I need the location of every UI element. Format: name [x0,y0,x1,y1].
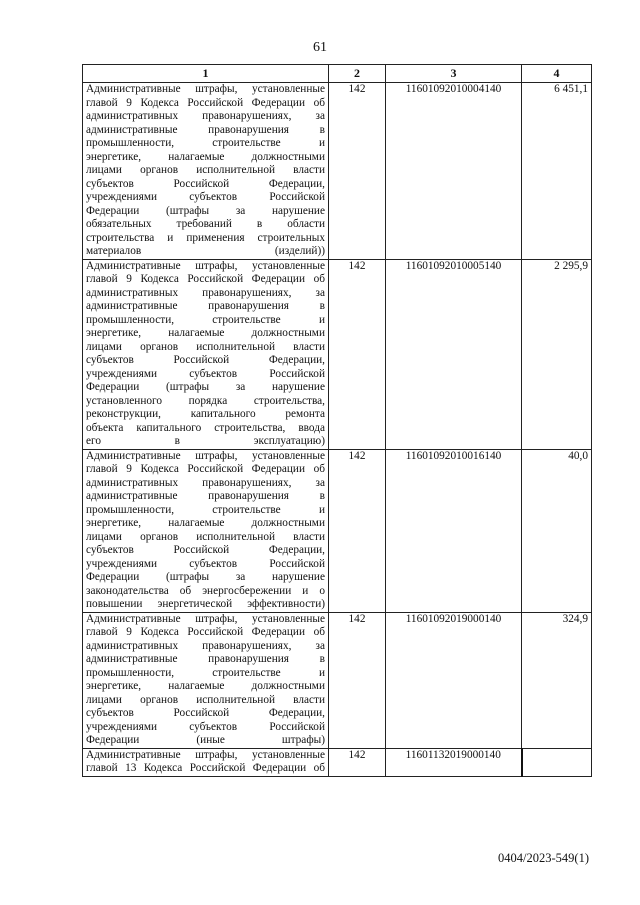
description-line: Федерации (штрафы за нарушение [86,381,325,393]
budget-classification-code-cell: 11601092010005140 [386,259,522,449]
description-line: повышении энергетической эффективности) [86,598,325,610]
description-line: строительства и применения строительных [86,231,325,244]
description-line: промышленности, строительстве и [86,313,325,326]
fine-description-cell [83,612,329,748]
budget-classification-code-cell: 11601132019000140 [386,748,522,776]
header-col-1: 1 [83,65,329,83]
description-line: обязательных требований в области [86,218,325,230]
description-line: главой 13 Кодекса Российской Федерации об [86,762,325,774]
description-line: учреждениями субъектов Российской [86,557,325,570]
header-col-2: 2 [329,65,386,83]
description-line: энергетике, налагаемые должностными [86,517,325,529]
description-line: административных правонарушениях, за [86,639,325,652]
fine-description-cell [83,748,329,776]
description-line: учреждениями субъектов Российской [86,191,325,203]
description-line: энергетике, налагаемые должностными [86,150,325,163]
fine-description-cell [83,259,329,449]
description-line: учреждениями субъектов Российской [86,367,325,380]
description-line: субъектов Российской Федерации, [86,707,325,719]
description-line: лицами органов исполнительной власти [86,530,325,543]
budget-classification-code-cell: 11601092010004140 [386,83,522,260]
description-line: лицами органов исполнительной власти [86,340,325,353]
table-header-row [83,65,592,83]
description-line: Федерации (иные штрафы) [86,734,325,746]
description-line: административные правонарушения в [86,653,325,665]
fine-description-cell [83,449,329,612]
description-line: административные правонарушения в [86,123,325,136]
description-line: административные правонарушения в [86,490,325,502]
table-row [83,83,592,260]
admin-code-cell: 142 [329,449,386,612]
description-line: административных правонарушениях, за [86,286,325,299]
description-line: субъектов Российской Федерации, [86,177,325,190]
page-number: 61 [313,40,327,55]
description-line: главой 9 Кодекса Российской Федерации об [86,626,325,638]
description-line: главой 9 Кодекса Российской Федерации об [86,96,325,109]
description-line: Административные штрафы, установленные [86,612,325,625]
description-line: Административные штрафы, установленные [86,748,325,761]
table-row [83,449,592,612]
fine-description-cell [83,83,329,260]
admin-code-cell: 142 [329,259,386,449]
budget-classification-code-cell: 11601092019000140 [386,612,522,748]
table-row [83,748,592,776]
description-line: энергетике, налагаемые должностными [86,327,325,339]
amount-cell: 6 451,1 [522,83,592,260]
description-line: Административные штрафы, установленные [86,449,325,462]
table-body [83,83,592,777]
admin-code-cell: 142 [329,748,386,776]
description-line: учреждениями субъектов Российской [86,720,325,733]
description-line: главой 9 Кодекса Российской Федерации об [86,463,325,475]
description-line: энергетике, налагаемые должностными [86,680,325,692]
description-line: административных правонарушениях, за [86,476,325,489]
table-row [83,259,592,449]
table-row [83,612,592,748]
amount-cell [522,748,592,776]
amount-cell: 2 295,9 [522,259,592,449]
description-line: лицами органов исполнительной власти [86,693,325,706]
description-line: промышленности, строительстве и [86,666,325,679]
description-line: Федерации (штрафы за нарушение [86,204,325,217]
document-footer-code: 0404/2023-549(1) [498,851,589,865]
description-line: установленного порядка строительства, [86,394,325,407]
description-line: Административные штрафы, установленные [86,259,325,272]
header-col-4: 4 [522,65,592,83]
budget-revenue-table [82,64,592,777]
description-line: законодательства об энергосбережении и о [86,584,325,597]
description-line: промышленности, строительстве и [86,503,325,516]
amount-cell: 324,9 [522,612,592,748]
description-line: главой 9 Кодекса Российской Федерации об [86,273,325,285]
amount-cell: 40,0 [522,449,592,612]
header-col-3: 3 [386,65,522,83]
description-line: реконструкции, капитального ремонта [86,408,325,420]
description-line: административных правонарушениях, за [86,110,325,122]
description-line: Федерации (штрафы за нарушение [86,571,325,583]
description-line: административные правонарушения в [86,300,325,312]
description-line: субъектов Российской Федерации, [86,354,325,366]
description-line: лицами органов исполнительной власти [86,164,325,176]
description-line: материалов (изделий)) [86,245,325,257]
description-line: промышленности, строительстве и [86,137,325,149]
description-line: субъектов Российской Федерации, [86,544,325,556]
admin-code-cell: 142 [329,612,386,748]
admin-code-cell: 142 [329,83,386,260]
budget-classification-code-cell: 11601092010016140 [386,449,522,612]
description-line: его в эксплуатацию) [86,435,325,447]
description-line: Административные штрафы, установленные [86,83,325,95]
description-line: объекта капитального строительства, ввода [86,421,325,434]
